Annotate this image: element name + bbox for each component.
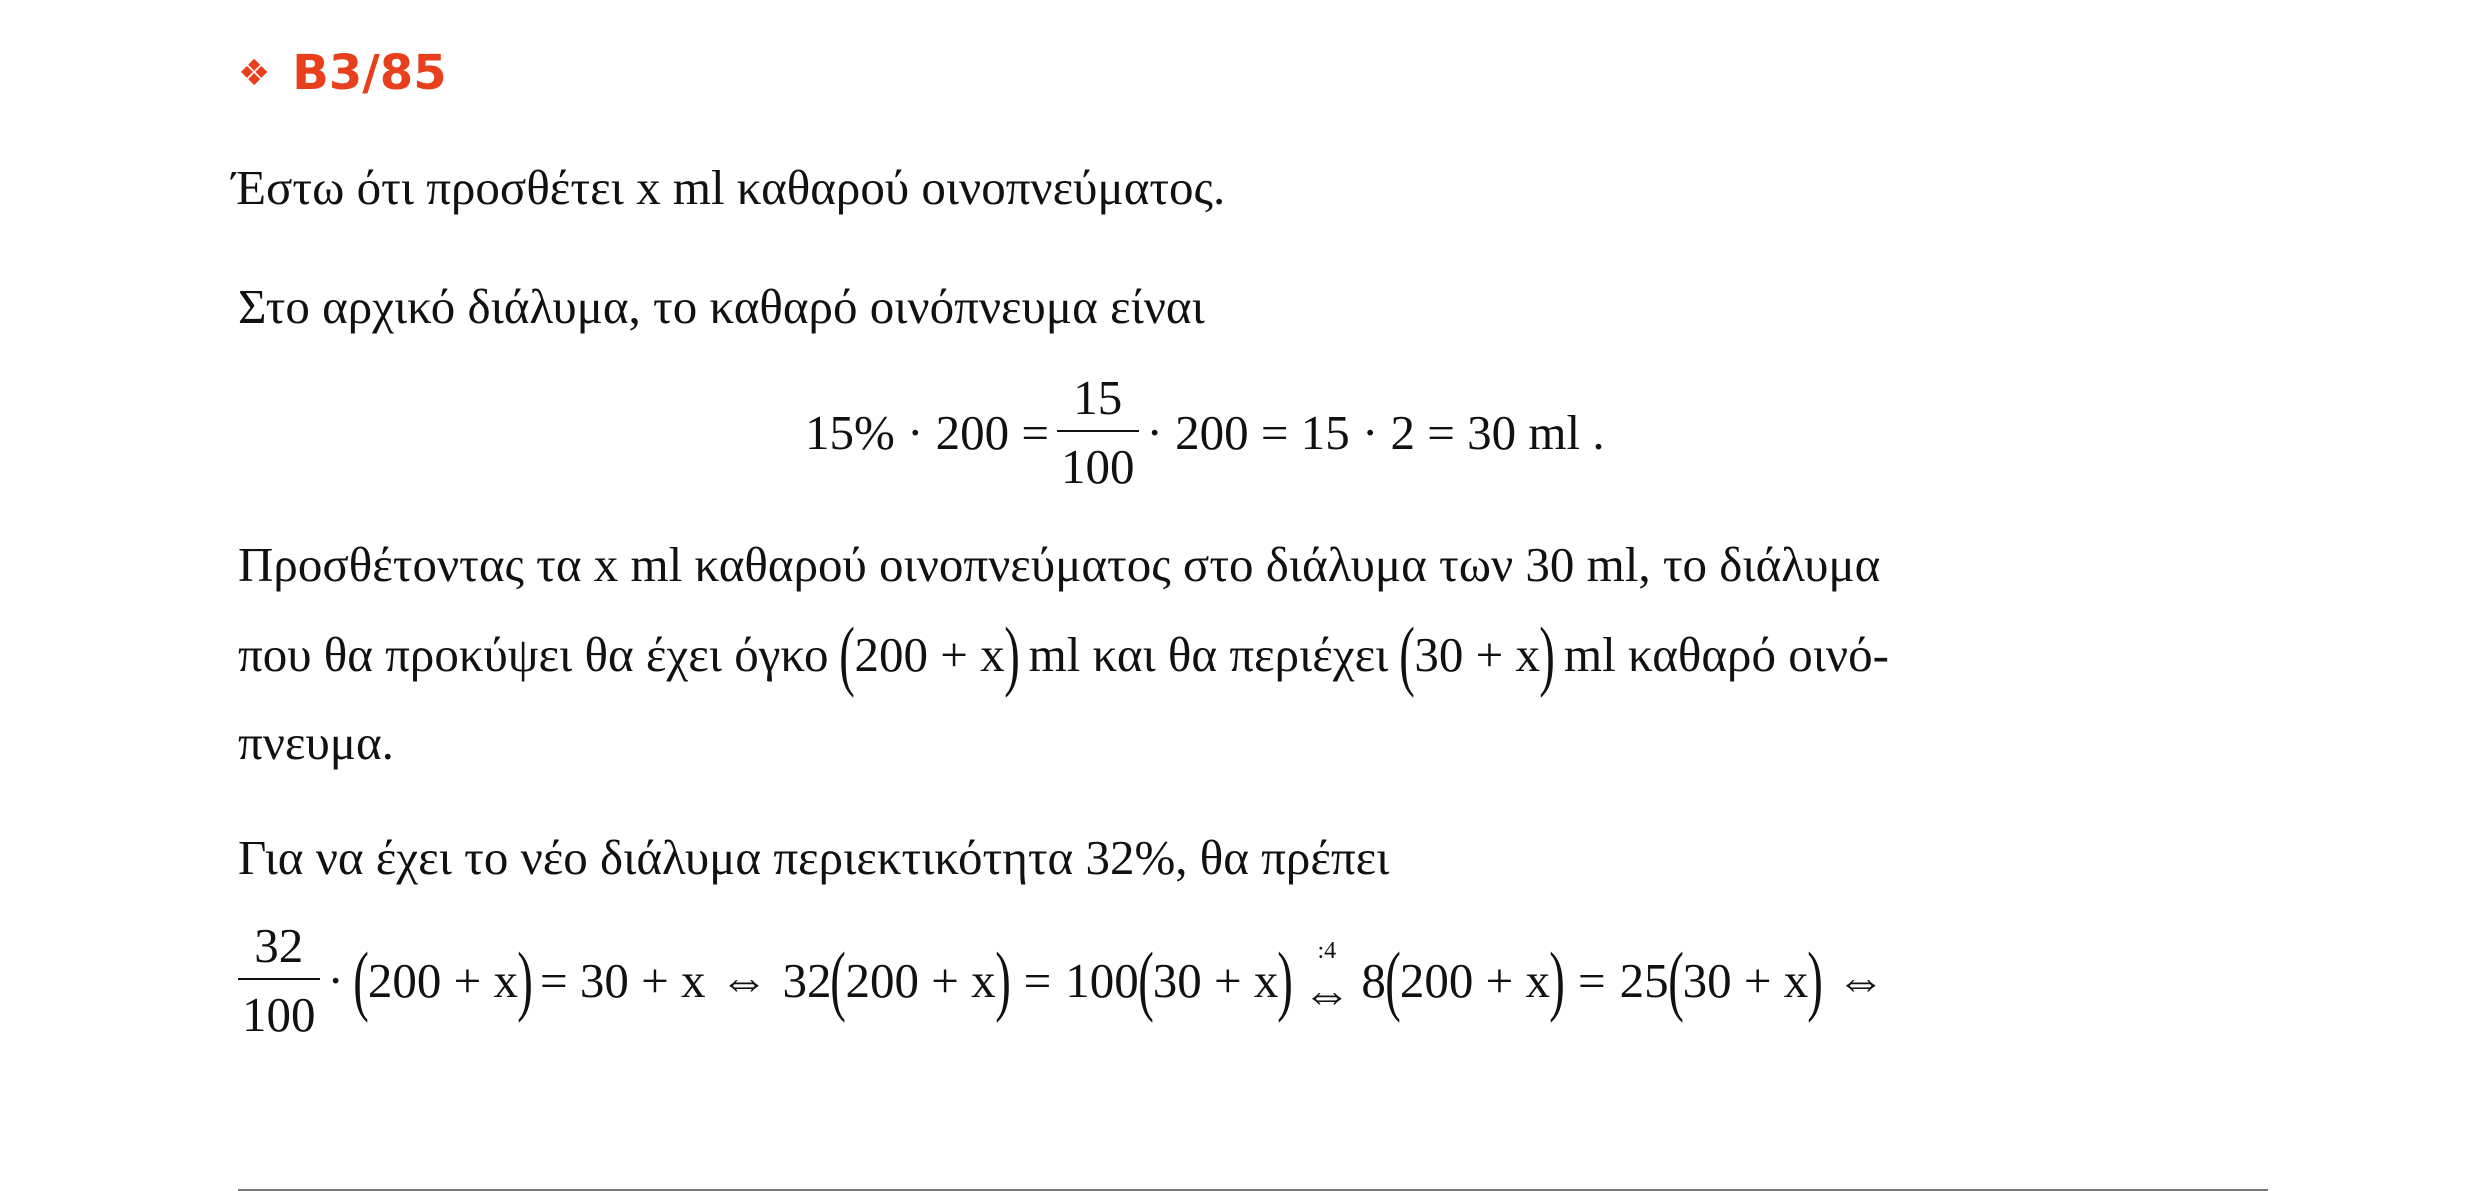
eq2-side1: = 30 + x: [539, 952, 706, 1008]
pure-alcohol-expression: 30 + x: [1414, 627, 1540, 682]
eq1-fraction: [1057, 370, 1139, 494]
paragraph-initial-solution: Στο αρχικό διάλυμα, το καθαρό οινόπνευμα είναι: [238, 279, 1205, 334]
equation-initial-alcohol: [805, 362, 1605, 502]
open-paren: (: [1137, 936, 1154, 1023]
close-paren: ): [1807, 936, 1823, 1023]
iff-symbol: ⇔: [1836, 952, 1886, 1008]
eq2-group5: 30 + x: [1682, 952, 1809, 1008]
eq2-coef25: 25: [1619, 952, 1669, 1008]
eq2-group2: 200 + x: [845, 952, 996, 1008]
paragraph-assumption: Έστω ότι προσθέτει x ml καθαρού οινοπνεύματος.: [232, 160, 1226, 215]
open-paren: (: [830, 936, 847, 1023]
eq1-numerator: 15: [1073, 370, 1123, 425]
paragraph-adding-line2: [238, 611, 1889, 698]
equals-symbol: =: [1023, 952, 1052, 1008]
paragraph-adding-line3: πνευμα.: [238, 715, 394, 770]
open-paren: (: [353, 936, 369, 1023]
eq2-group3: 30 + x: [1152, 952, 1279, 1008]
divide-by-four-iff: [1302, 939, 1351, 1022]
open-paren: (: [1399, 611, 1416, 698]
open-paren: (: [1385, 936, 1401, 1023]
close-paren: ): [1539, 611, 1555, 698]
iff-symbol: ⇔: [1302, 965, 1352, 1021]
exercise-title: B3/85: [292, 45, 447, 101]
close-paren: ): [517, 936, 533, 1023]
eq2-group4: 200 + x: [1399, 952, 1550, 1008]
paragraph-adding-line1: Προσθέτοντας τα x ml καθαρού οινοπνεύματος στο διάλυμα των 30 ml, το διάλυμα: [238, 537, 1881, 592]
eq2-fraction: [238, 918, 320, 1042]
eq2-dot: ·: [327, 952, 344, 1008]
close-paren: ): [1003, 611, 1020, 698]
line2-text-b: ml και θα περιέχει: [1028, 627, 1389, 682]
equation-concentration: [238, 910, 1899, 1050]
eq1-lhs: 15% · 200 =: [805, 404, 1050, 460]
eq1-rhs: · 200 = 15 · 2 = 30 ml .: [1146, 404, 1605, 460]
close-paren: ): [1277, 936, 1294, 1023]
eq2-coef100: 100: [1065, 952, 1139, 1008]
close-paren: ): [1549, 936, 1565, 1023]
equals-symbol: =: [1577, 952, 1606, 1008]
iff-symbol: ⇔: [719, 952, 769, 1008]
eq2-coef8: 8: [1361, 952, 1386, 1008]
eq1-denominator: 100: [1057, 430, 1139, 491]
open-paren: (: [839, 611, 856, 698]
paragraph-condition: Για να έχει το νέο διάλυμα περιεκτικότητα 32%, θα πρέπει: [238, 830, 1390, 885]
exercise-heading: [238, 38, 447, 108]
close-paren: ): [994, 936, 1011, 1023]
eq2-numerator: 32: [254, 918, 304, 973]
line2-text-a: που θα προκύψει θα έχει όγκο: [238, 627, 829, 682]
volume-expression: 200 + x: [854, 627, 1005, 682]
diamond-bullet-icon: ❖: [238, 53, 271, 94]
line2-text-c: ml καθαρό οινό-: [1563, 627, 1889, 682]
divide-by-four-label: :4: [1317, 937, 1337, 964]
eq2-group1: 200 + x: [367, 952, 518, 1008]
eq2-coef32: 32: [782, 952, 832, 1008]
open-paren: (: [1667, 936, 1684, 1023]
eq2-denominator: 100: [238, 978, 320, 1039]
